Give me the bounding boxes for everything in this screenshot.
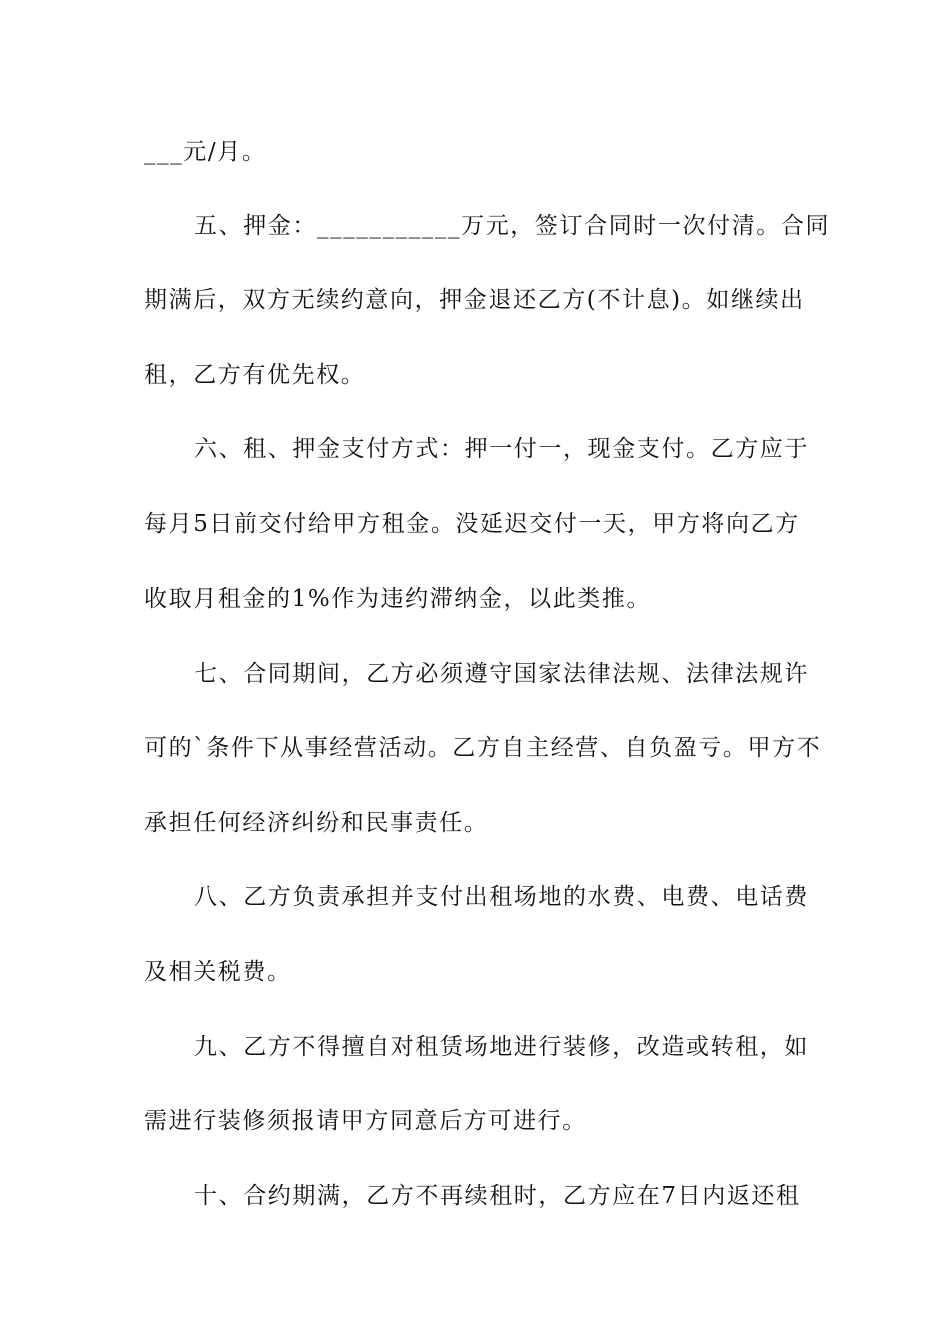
clause-6-line-1: 六、租、押金支付方式：押一付一，现金支付。乙方应于 [194,436,809,462]
text-line-1: ___元/月。 [144,139,267,165]
clause-8-line-2: 及相关税费。 [144,959,292,985]
clause-9-line-2: 需进行装修须报请甲方同意后方可进行。 [144,1108,587,1134]
clause-7-line-2: 可的`条件下从事经营活动。乙方自主经营、自负盈亏。甲方不 [144,735,822,761]
clause-5-line-1: 五、押金：___________万元，签订合同时一次付清。合同 [194,213,831,239]
clause-6-line-2: 每月5日前交付给甲方租金。没延迟交付一天，甲方将向乙方 [144,511,800,537]
clause-5-line-2: 期满后，双方无续约意向，押金退还乙方(不计息)。如继续出 [144,287,805,313]
clause-5-line-3: 租，乙方有优先权。 [144,362,366,388]
clause-8-line-1: 八、乙方负责承担并支付出租场地的水费、电费、电话费 [194,884,809,910]
clause-7-line-1: 七、合同期间，乙方必须遵守国家法律法规、法律法规许 [194,661,809,687]
clause-10-line-1: 十、合约期满，乙方不再续租时，乙方应在7日内返还租 [194,1183,801,1209]
clause-7-line-3: 承担任何经济纠纷和民事责任。 [144,810,489,836]
clause-6-line-3: 收取月租金的1%作为违约滞纳金，以此类推。 [144,586,652,612]
clause-9-line-1: 九、乙方不得擅自对租赁场地进行装修，改造或转租，如 [194,1034,809,1060]
